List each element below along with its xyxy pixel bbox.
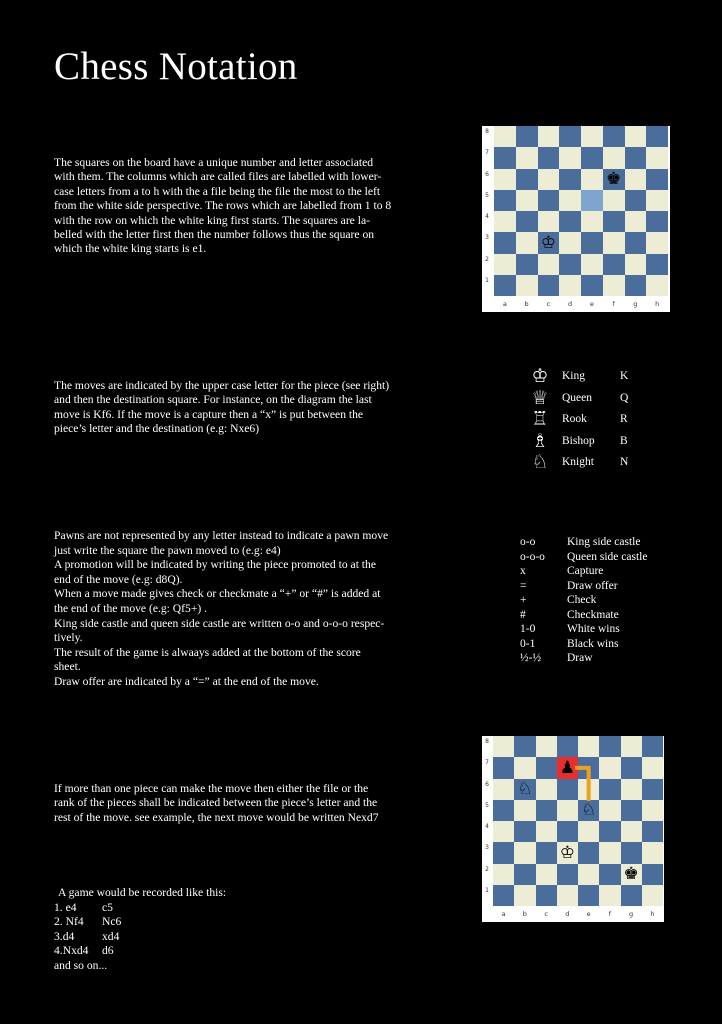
file-label: b <box>522 910 527 918</box>
board-square <box>625 147 647 168</box>
file-label: c <box>544 910 548 918</box>
black-pawn-icon: ♟ <box>559 757 575 778</box>
rank-label: 1 <box>485 276 489 284</box>
white-knight-icon: ♘ <box>581 800 597 821</box>
pawns-line: just write the square the pawn moved to (e.g: e4) <box>54 543 281 557</box>
board-square <box>581 211 603 232</box>
board-square <box>538 169 560 190</box>
board-square <box>516 190 538 211</box>
arrow-path <box>575 768 589 801</box>
rank-label: 8 <box>485 128 489 135</box>
rank-label: 2 <box>485 865 489 873</box>
pawns-line: King side castle and queen side castle are written o-o and o-o-o respec- <box>54 616 385 630</box>
rook-icon: ♖ <box>531 408 549 430</box>
board-square <box>516 275 538 296</box>
white-move: 4.Nxd4 <box>54 944 89 957</box>
bishop-icon: ♗ <box>531 429 549 452</box>
intro-line: The squares on the board have a unique number and letter associated <box>54 156 374 169</box>
legend-row <box>527 451 629 473</box>
pawns-line: Pawns are not represented by any letter instead to indicate a pawn move <box>54 529 389 542</box>
file-label: g <box>629 910 634 918</box>
board-square <box>516 232 538 253</box>
symbol-meaning: King side castle <box>567 536 641 548</box>
rank-label: 1 <box>485 886 489 894</box>
board-square <box>516 211 538 232</box>
board-square <box>494 190 516 211</box>
ambiguity-line: rank of the pieces shall be indicated between the piece’s letter and the <box>54 796 378 810</box>
intro-line: with the row on which the white king first starts. The squares are la- <box>54 213 370 227</box>
board-square <box>646 232 668 253</box>
file-label: d <box>568 300 573 308</box>
board-square <box>625 169 647 190</box>
board-square <box>603 211 625 232</box>
file-label: e <box>589 300 594 308</box>
game-footer: and so on... <box>54 958 108 972</box>
rank-label: 2 <box>485 255 489 263</box>
symbol: o-o <box>520 536 536 548</box>
rank-label: 4 <box>485 213 489 220</box>
pawns-line: the end of the move (e.g: Qf5+) . <box>54 601 208 615</box>
moves-paragraph <box>54 379 389 437</box>
piece-letter: N <box>620 456 629 468</box>
piece-letter: R <box>620 413 628 425</box>
intro-paragraph <box>54 156 391 257</box>
ambiguity-paragraph <box>54 782 379 825</box>
symbol: o-o-o <box>520 550 545 563</box>
board-square <box>538 254 560 275</box>
board-square <box>581 254 603 275</box>
rank-label: 3 <box>485 234 489 242</box>
board-square <box>646 211 668 232</box>
file-label: c <box>546 300 551 308</box>
board-square <box>646 169 668 190</box>
pawns-line: The result of the game is alwaays added at the bottom of the score <box>54 645 361 659</box>
pawns-line: When a move made gives check or checkmate a “+” or “#” is added at <box>54 587 381 601</box>
board-square <box>559 126 581 147</box>
board-square <box>625 211 647 232</box>
black-king-icon: ♚ <box>606 169 622 190</box>
intro-line: from the white side perspective. The rows which are labelled from 1 to 8 <box>54 199 392 213</box>
game-move-row <box>54 944 254 959</box>
black-move: d6 <box>102 944 114 957</box>
board-square <box>516 147 538 168</box>
moves-line: The moves are indicated by the upper case letter for the piece (see right) <box>54 379 390 392</box>
piece-letter: B <box>620 434 628 447</box>
symbol: = <box>520 579 527 592</box>
symbol-meaning: Black wins <box>567 637 619 650</box>
rank-label: 7 <box>485 759 489 767</box>
king-icon: ♔ <box>531 365 549 387</box>
file-label: f <box>612 300 615 308</box>
board-square <box>581 190 603 211</box>
board-diagram-coordinates <box>482 126 670 312</box>
white-move: 1. e4 <box>54 900 77 914</box>
board-square <box>559 190 581 211</box>
board-square <box>646 126 668 147</box>
piece-name: Queen <box>562 391 593 404</box>
pawns-line: tively. <box>54 631 83 645</box>
file-label: a <box>501 910 506 918</box>
white-move: 3.d4 <box>54 929 75 943</box>
moves-line: move is Kf6. If the move is a capture then a “x” is put between the <box>54 407 364 421</box>
board-square <box>581 147 603 168</box>
board-square <box>625 190 647 211</box>
game-heading: A game would be recorded like this: <box>58 886 227 899</box>
board-square <box>559 169 581 190</box>
piece-name: King <box>562 370 585 382</box>
file-label: b <box>524 300 529 308</box>
symbol-meaning: Capture <box>567 565 604 577</box>
symbol-meaning: White wins <box>567 623 620 635</box>
rank-label: 8 <box>485 738 489 745</box>
game-record <box>54 886 254 973</box>
pawns-line: end of the move (e.g: d8Q). <box>54 572 183 586</box>
moves-line: and then the destination square. For instance, on the diagram the last <box>54 393 372 407</box>
board-square <box>494 232 516 253</box>
intro-line: with them. The columns which are called files are labelled with lower- <box>54 170 382 184</box>
symbol-meaning: Draw <box>567 652 593 664</box>
board-square <box>538 232 560 253</box>
board-square <box>581 232 603 253</box>
white-king-icon: ♔ <box>540 232 556 253</box>
board-square <box>559 211 581 232</box>
board-square <box>516 126 538 147</box>
board-square <box>538 126 560 147</box>
rank-label: 3 <box>485 844 489 852</box>
legend-row <box>527 365 629 387</box>
symbol-meaning: Checkmate <box>567 608 619 621</box>
symbol: # <box>520 608 526 621</box>
queen-icon: ♕ <box>531 386 549 409</box>
board-square <box>538 147 560 168</box>
file-label: g <box>633 300 638 308</box>
pawns-line: sheet. <box>54 660 81 674</box>
black-move: xd4 <box>102 929 120 943</box>
game-move-row <box>54 930 254 945</box>
board-square <box>625 232 647 253</box>
rank-label: 6 <box>485 170 489 178</box>
symbol: + <box>520 594 527 606</box>
symbol: 0-1 <box>520 637 536 650</box>
rank-label: 7 <box>485 149 489 157</box>
white-king-icon: ♔ <box>559 842 575 863</box>
pawns-line: Draw offer are indicated by a “=” at the end of the move. <box>54 674 319 688</box>
legend-row <box>527 386 629 409</box>
piece-name: Rook <box>562 413 587 425</box>
game-move-row <box>54 901 254 916</box>
board-square <box>494 147 516 168</box>
board-square <box>538 190 560 211</box>
board-square <box>646 147 668 168</box>
white-knight-icon: ♘ <box>517 779 533 800</box>
legend-row <box>527 429 628 452</box>
move-arrow <box>493 736 663 906</box>
rank-label: 6 <box>485 780 489 788</box>
board-square <box>516 254 538 275</box>
rank-label: 5 <box>485 191 489 199</box>
board-square <box>494 254 516 275</box>
black-king-icon: ♚ <box>623 864 639 885</box>
pieces-legend <box>527 366 647 476</box>
board-square <box>559 254 581 275</box>
legend-row <box>527 408 628 430</box>
board-square <box>581 126 603 147</box>
board-square <box>603 254 625 275</box>
board-square <box>494 211 516 232</box>
intro-line: belled with the letter first then the number follows thus the square on <box>54 228 375 242</box>
moves-line: piece’s letter and the destination (e.g: Nxe6) <box>54 422 260 436</box>
symbol: x <box>520 565 526 577</box>
black-move: Nc6 <box>102 915 122 928</box>
board-diagram-ambiguity <box>482 736 664 922</box>
board-square <box>603 275 625 296</box>
pawns-line: A promotion will be indicated by writing the piece promoted to at the <box>54 558 376 572</box>
piece-name: Knight <box>562 456 594 468</box>
file-label: e <box>586 910 591 918</box>
rank-label: 4 <box>485 823 489 830</box>
file-label: f <box>608 910 612 918</box>
black-move: c5 <box>102 900 113 914</box>
board-square <box>603 232 625 253</box>
file-label: h <box>655 300 660 308</box>
symbol-meaning: Draw offer <box>567 579 618 592</box>
board-square <box>625 126 647 147</box>
symbol-meaning: Queen side castle <box>567 550 648 563</box>
board-square <box>603 169 625 190</box>
white-move: 2. Nf4 <box>54 915 84 928</box>
intro-line: which the white king starts is e1. <box>54 242 207 256</box>
board-square <box>603 126 625 147</box>
board-square <box>603 190 625 211</box>
ambiguity-line: If more than one piece can make the move then either the file or the <box>54 782 369 795</box>
board-square <box>538 275 560 296</box>
file-label: d <box>565 910 570 918</box>
board-square <box>646 190 668 211</box>
symbol: ½-½ <box>520 652 542 664</box>
board-square <box>494 126 516 147</box>
board-square <box>581 275 603 296</box>
board-square <box>625 254 647 275</box>
board-square <box>603 147 625 168</box>
piece-letter: Q <box>620 391 629 404</box>
piece-name: Bishop <box>562 434 595 447</box>
pawns-paragraph <box>54 529 388 690</box>
symbol-meaning: Check <box>567 594 597 606</box>
ambiguity-line: rest of the move. see example, the next move would be written Nexd7 <box>54 810 379 824</box>
file-label: h <box>650 910 655 918</box>
board-square <box>494 275 516 296</box>
board-square <box>646 254 668 275</box>
board-square <box>538 211 560 232</box>
page-title: Chess Notation <box>54 45 298 88</box>
intro-line: case letters from a to h with the a file being the file the most to the left <box>54 184 381 198</box>
board-square <box>625 275 647 296</box>
symbols-table <box>520 536 710 672</box>
knight-icon: ♘ <box>531 451 549 473</box>
board-square <box>559 275 581 296</box>
symbol: 1-0 <box>520 623 536 635</box>
board-square <box>559 232 581 253</box>
board-square <box>516 169 538 190</box>
file-label: a <box>502 300 507 308</box>
piece-letter: K <box>620 370 629 382</box>
board-square <box>646 275 668 296</box>
game-move-row <box>54 915 254 930</box>
rank-label: 5 <box>485 801 489 809</box>
board-square <box>559 147 581 168</box>
board-square <box>581 169 603 190</box>
board-square <box>494 169 516 190</box>
